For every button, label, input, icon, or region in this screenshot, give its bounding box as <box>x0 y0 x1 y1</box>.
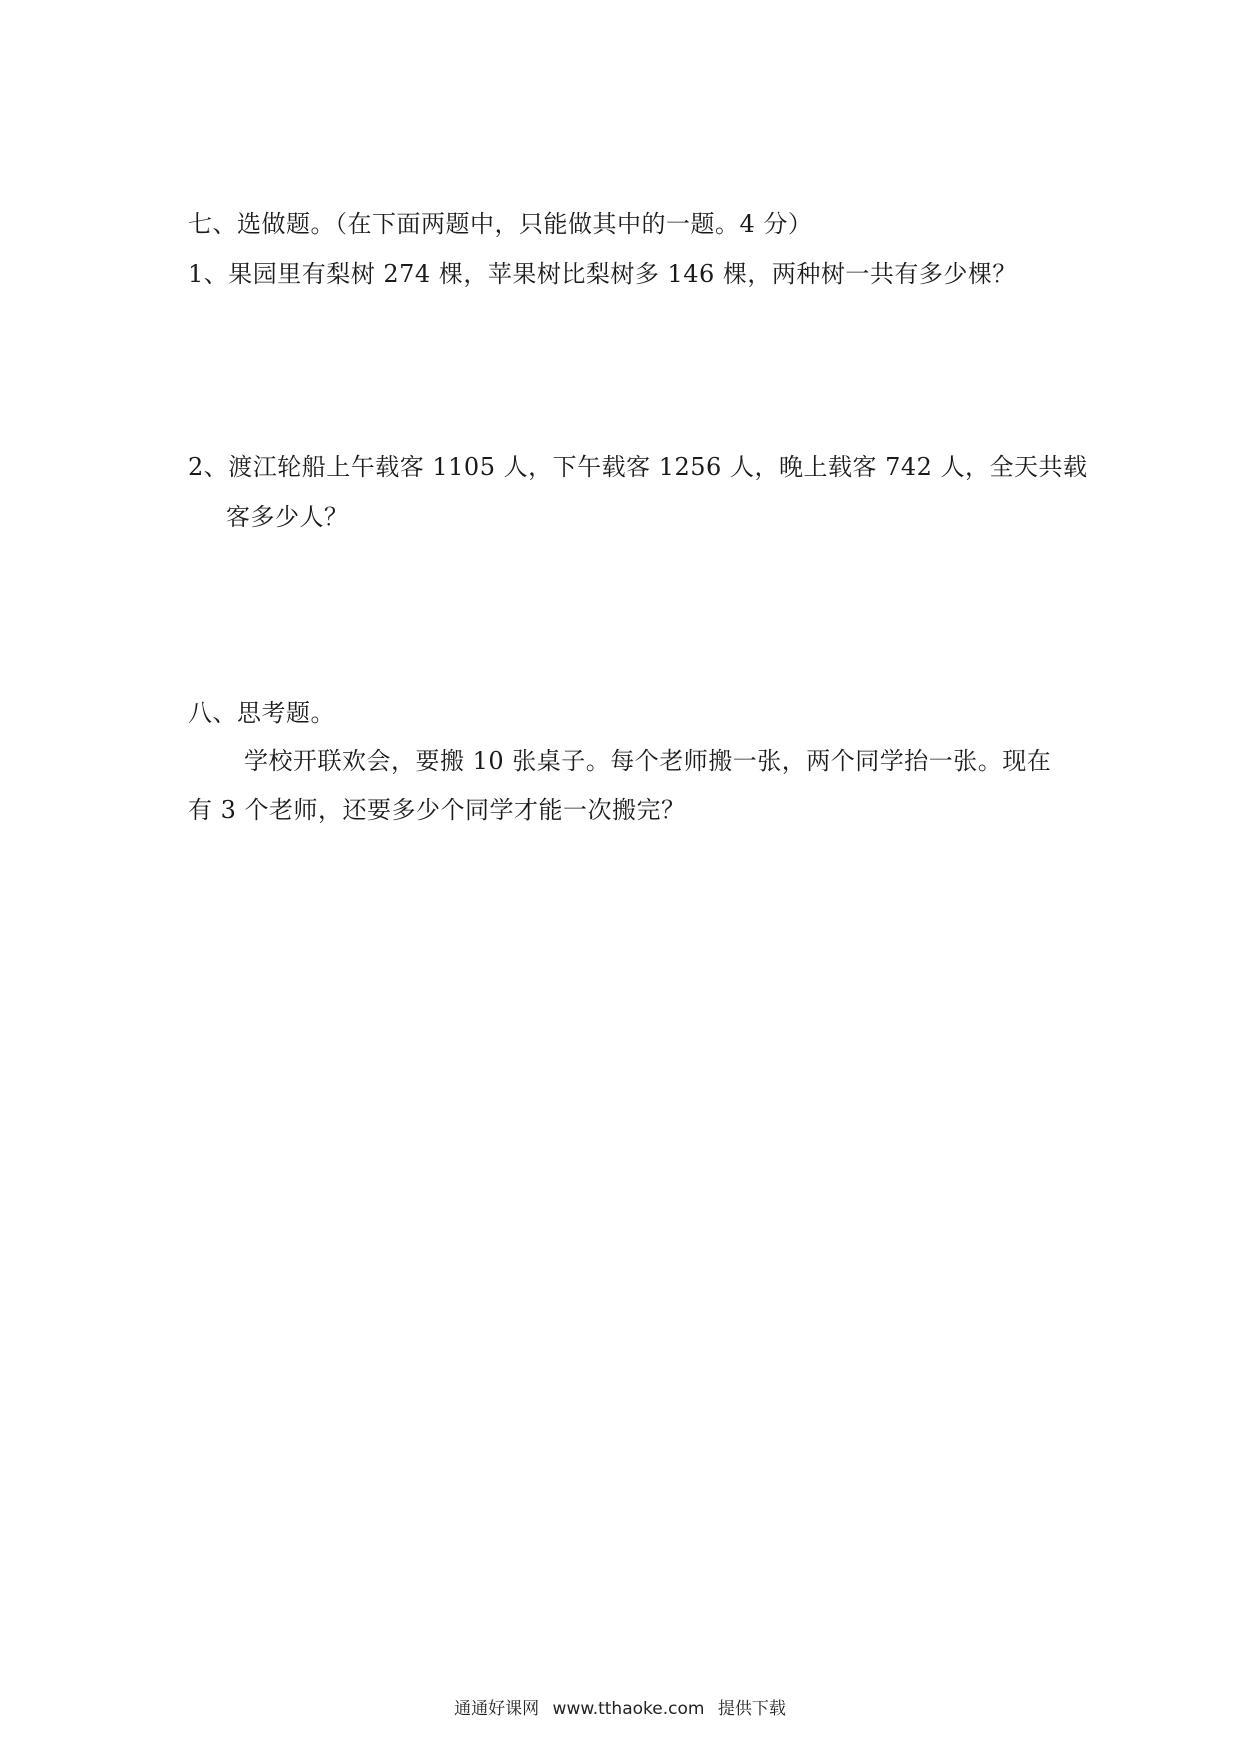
thinking-question-line-1: 学校开联欢会，要搬 10 张桌子。每个老师搬一张，两个同学抬一张。现在 <box>244 747 1052 775</box>
section-8-heading: 八、思考题。 <box>188 699 335 727</box>
section-7-heading: 七、选做题。（在下面两题中，只能做其中的一题。4 分） <box>188 210 813 238</box>
page-footer <box>0 1697 1240 1721</box>
footer-site-name: 通通好课网 <box>454 1699 540 1719</box>
footer-suffix: 提供下载 <box>717 1699 786 1719</box>
thinking-question-line-2: 有 3 个老师，还要多少个同学才能一次搬完？ <box>188 796 686 824</box>
question-2-line-1: 2、渡江轮船上午载客 1105 人，下午载客 1256 人，晚上载客 742 人，全天共载 <box>188 453 1088 481</box>
question-1: 1、果园里有梨树 274 棵，苹果树比梨树多 146 棵，两种树一共有多少棵？ <box>188 260 1017 288</box>
footer-url: www.tthaoke.com <box>552 1699 705 1719</box>
question-2-line-2: 客多少人？ <box>226 503 349 531</box>
